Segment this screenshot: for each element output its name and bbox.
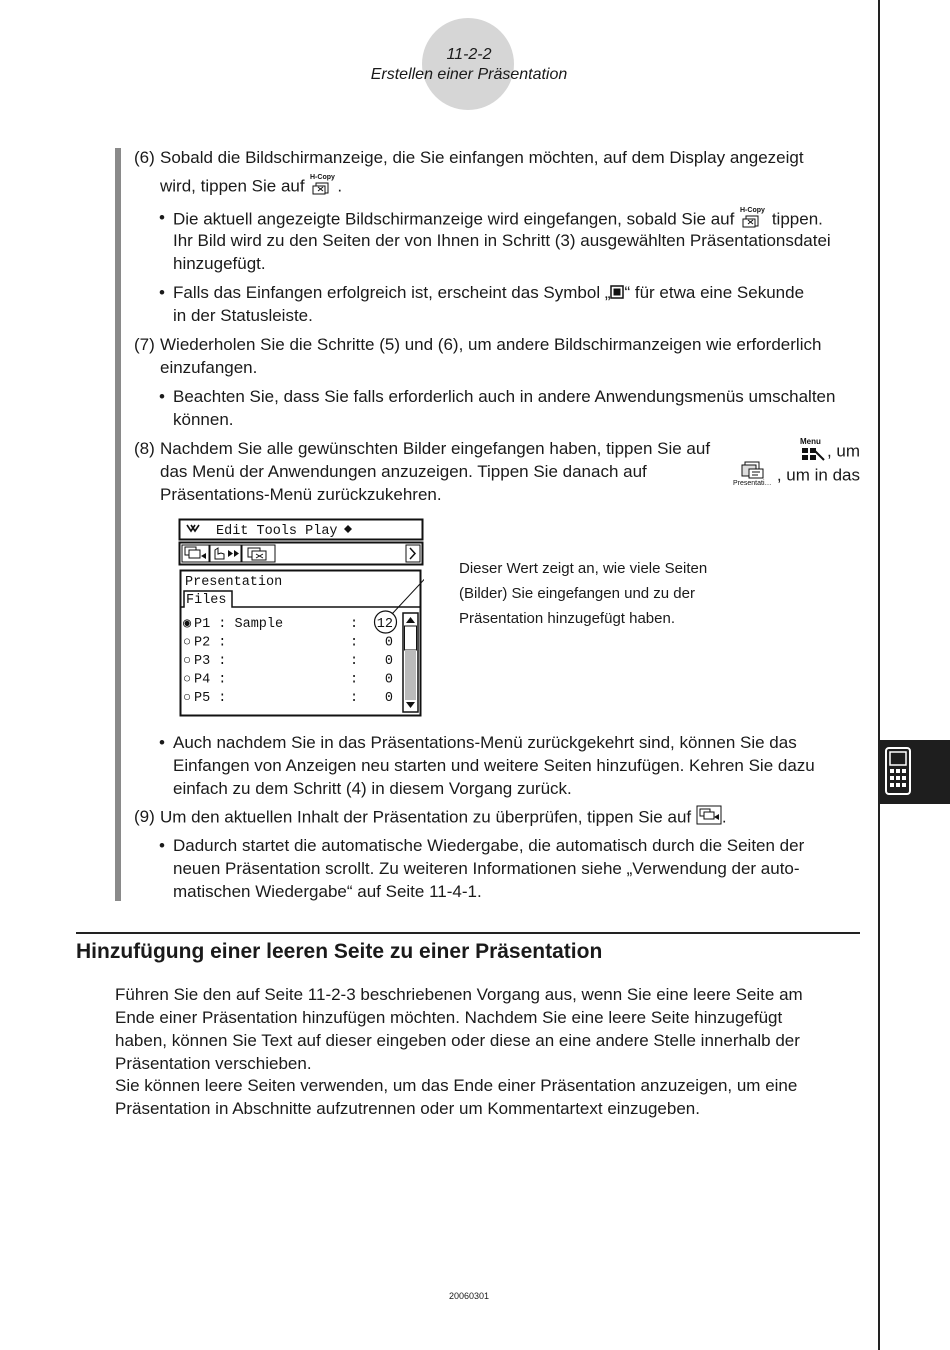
calc-panel-title: Presentation <box>185 575 283 590</box>
calculator-icon <box>884 746 912 796</box>
bullet-6a-text-b: tippen. <box>771 209 823 229</box>
file-separator: : <box>350 691 359 706</box>
step-6-number: (6) <box>134 148 155 167</box>
bullet-9-line3: matischen Wiedergabe“ auf Seite 11-4-1. <box>173 882 482 901</box>
bullet-8-dot: • <box>159 733 165 752</box>
page-count: 12 <box>376 617 393 632</box>
step-6-line2 <box>160 173 342 201</box>
step-6-period: . <box>337 176 343 196</box>
step-7-line2: einzufangen. <box>160 358 258 377</box>
page-count: 0 <box>384 691 393 706</box>
calculator-screenshot <box>178 518 424 718</box>
section-p1-line4: Präsentation verschieben. <box>115 1054 312 1073</box>
file-name: P5 : <box>194 691 227 706</box>
page-title: Erstellen einer Präsentation <box>370 66 568 83</box>
change-bar <box>115 148 121 901</box>
page-count: 0 <box>384 635 393 651</box>
step-6-text: wird, tippen Sie auf <box>160 176 305 196</box>
right-margin-rule <box>878 0 880 1350</box>
step-8-present-group <box>733 460 860 492</box>
file-separator: : <box>350 635 359 651</box>
hcopy-label: H-Copy <box>310 174 336 181</box>
hcopy-label: H-Copy <box>740 207 765 214</box>
section-rule <box>76 932 860 934</box>
bullet-7-dot: • <box>159 387 165 406</box>
toolbar-play-icon[interactable] <box>210 545 241 562</box>
menu-label: Menu <box>799 437 821 446</box>
file-separator: : <box>350 654 359 669</box>
file-name: P3 : <box>194 654 227 669</box>
step-7-line1: Wiederholen Sie die Schritte (5) und (6), um andere Bildschirmanzeigen wie erforderlich <box>160 335 822 354</box>
section-p1-line2: Ende einer Präsentation hinzufügen möchten. Nachdem Sie eine leere Seite hinzugefügt <box>115 1008 783 1027</box>
bullet-6a-text-a: Die aktuell angezeigte Bildschirmanzeige wird eingefangen, sobald Sie auf <box>173 209 735 229</box>
step-8-line3: Präsentations-Menü zurückzukehren. <box>160 485 442 504</box>
file-separator: : <box>350 672 359 688</box>
capture-status-icon <box>610 282 624 305</box>
bullet-6a-line2: Ihr Bild wird zu den Seiten der von Ihnen in Schritt (3) ausgewählten Präsentationsdatei <box>173 231 831 250</box>
step-9-number: (9) <box>134 807 155 826</box>
presentation-app-icon[interactable] <box>733 460 777 492</box>
bullet-8-line1: Auch nachdem Sie in das Präsentations-Menü zurückgekehrt sind, können Sie das <box>173 733 797 752</box>
section-p2-line2: Präsentation in Abschnitte aufzutrennen oder um Kommentartext einzugeben. <box>115 1099 700 1118</box>
section-p2-line1: Sie können leere Seiten verwenden, um das Ende einer Präsentation anzuzeigen, um eine <box>115 1076 798 1095</box>
page-count: 0 <box>384 672 393 688</box>
section-title: Hinzufügung einer leeren Seite zu einer Präsentation <box>76 940 603 963</box>
callout-line2: (Bilder) Sie eingefangen und zu der <box>459 585 695 602</box>
callout-line3: Präsentation hinzugefügt haben. <box>459 610 675 627</box>
step-6-line1: Sobald die Bildschirmanzeige, die Sie einfangen möchten, auf dem Display angezeigt <box>160 148 804 167</box>
page-number: 11-2-2 <box>446 46 492 63</box>
bullet-6b-line2: in der Statusleiste. <box>173 306 313 325</box>
file-name: P1 : Sample <box>194 617 284 632</box>
step-7-number: (7) <box>134 335 155 354</box>
file-name: P4 : <box>194 672 227 688</box>
file-name: P2 : <box>194 635 227 651</box>
toolbar-pages-icon[interactable] <box>182 545 209 562</box>
step-8-number: (8) <box>134 439 155 458</box>
calc-tab-files[interactable]: Files <box>186 593 227 608</box>
file-separator: : <box>350 617 359 632</box>
bullet-6b-text-b: “ für etwa eine Sekunde <box>624 283 805 302</box>
preview-pages-icon[interactable] <box>696 805 722 831</box>
footer-code: 20060301 <box>448 1291 490 1301</box>
bullet-9-line1: Dadurch startet die automatische Wiedergabe, die automatisch durch die Seiten der <box>173 836 805 855</box>
header-circle <box>422 18 514 110</box>
step-8-text-a: Nachdem Sie alle gewünschten Bilder eingefangen haben, tippen Sie auf <box>160 439 711 458</box>
chapter-tab <box>880 740 950 804</box>
step-8-text-c: das Menü der Anwendungen anzuzeigen. Tippen Sie danach auf <box>160 462 647 481</box>
page-count: 0 <box>384 654 393 669</box>
bullet-6b-dot: • <box>159 283 165 302</box>
bullet-6a-line3: hinzugefügt. <box>173 254 266 273</box>
presentation-app-label: Presentati… <box>732 480 772 486</box>
scroll-thumb[interactable] <box>405 626 417 650</box>
bullet-8-line3: einfach zu dem Schritt (4) in diesem Vorgang zurück. <box>173 779 572 798</box>
toolbar-hcopy-icon[interactable] <box>242 545 275 562</box>
step-9-text: Um den aktuellen Inhalt der Präsentation zu überprüfen, tippen Sie auf <box>160 807 692 827</box>
bullet-7-line1: Beachten Sie, dass Sie falls erforderlich auch in andere Anwendungsmenüs umschalten <box>173 387 836 406</box>
radio-icon: ○ <box>183 691 192 706</box>
bullet-9-line2: neuen Präsentation scrollt. Zu weiteren Informationen siehe „Verwendung der auto- <box>173 859 800 878</box>
bullet-6b-text-a: Falls das Einfangen erfolgreich ist, erscheint das Symbol „ <box>173 283 611 302</box>
radio-icon: ○ <box>183 672 192 688</box>
bullet-6a-dot: • <box>159 208 165 227</box>
callout-line1: Dieser Wert zeigt an, wie viele Seiten <box>459 560 708 577</box>
bullet-7-line2: können. <box>173 410 234 429</box>
section-p1-line3: haben, können Sie Text auf dieser eingeben oder diese an eine andere Stelle innerhalb der <box>115 1031 800 1050</box>
hcopy-icon[interactable] <box>309 173 337 201</box>
radio-icon: ○ <box>183 635 192 651</box>
radio-icon: ○ <box>183 654 192 669</box>
bullet-8-line2: Einfangen von Anzeigen neu starten und weitere Seiten hinzufügen. Kehren Sie dazu <box>173 756 815 775</box>
step-9-period: . <box>721 807 727 827</box>
step-9-line1 <box>160 805 727 831</box>
radio-icon: ◉ <box>183 617 192 632</box>
bullet-9-dot: • <box>159 836 165 855</box>
step-8-text-d: , um in das <box>776 465 860 485</box>
step-8-text-b: , um <box>826 441 860 461</box>
bullet-6b-line1 <box>173 281 804 305</box>
calc-menubar[interactable]: Edit Tools Play <box>216 524 338 539</box>
section-p1-line1: Führen Sie den auf Seite 11-2-3 beschriebenen Vorgang aus, wenn Sie eine leere Seite am <box>115 985 803 1004</box>
